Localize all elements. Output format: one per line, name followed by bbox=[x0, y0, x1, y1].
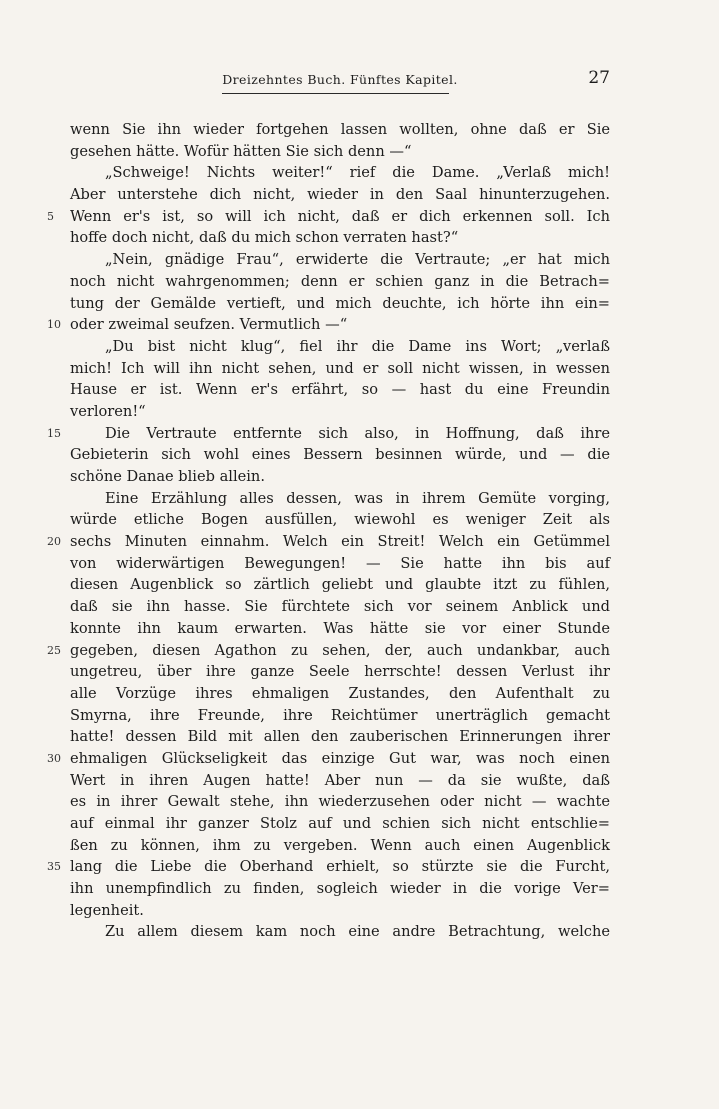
running-head: Dreizehntes Buch. Fünftes Kapitel. bbox=[222, 72, 458, 87]
text-line bbox=[47, 856, 610, 878]
text-line bbox=[70, 271, 610, 293]
line-number: 25 bbox=[47, 643, 61, 657]
text-line bbox=[47, 423, 610, 445]
text-line-content: Gebieterin sich wohl eines Bessern besinnen würde, und — die bbox=[70, 446, 610, 464]
text-line-content: konnte ihn kaum erwarten. Was hätte sie vor einer Stunde bbox=[70, 619, 610, 637]
text-line-content: hoffe doch nicht, daß du mich schon verraten hast?“ bbox=[70, 229, 459, 247]
text-line-content: Smyrna, ihre Freunde, ihre Reichtümer unerträglich gemacht bbox=[70, 706, 610, 724]
line-number: 30 bbox=[47, 751, 61, 765]
text-line-content: lang die Liebe die Oberhand erhielt, so stürzte sie die Furcht, bbox=[70, 858, 610, 876]
text-line bbox=[70, 835, 610, 857]
text-line bbox=[70, 791, 610, 813]
text-line bbox=[70, 900, 610, 922]
text-line-content: „Schweige! Nichts weiter!“ rief die Dame. „Verlaß mich! bbox=[105, 164, 610, 182]
text-line-content: schöne Danae blieb allein. bbox=[70, 468, 265, 485]
text-line bbox=[70, 705, 610, 727]
text-line bbox=[70, 726, 610, 748]
text-line bbox=[70, 227, 610, 249]
page-header bbox=[70, 68, 610, 100]
text-line-content: ehmaligen Glückseligkeit das einzige Gut war, was noch einen bbox=[70, 749, 610, 767]
text-line bbox=[70, 466, 610, 488]
text-line bbox=[70, 162, 610, 184]
text-line-content: Eine Erzählung alles dessen, was in ihrem Gemüte vorging, bbox=[105, 489, 610, 507]
text-line-content: „Nein, gnädige Frau“, erwiderte die Vertraute; „er hat mich bbox=[105, 251, 610, 269]
text-line bbox=[70, 379, 610, 401]
text-line-content: verloren!“ bbox=[70, 402, 146, 420]
text-line bbox=[70, 878, 610, 900]
text-line-content: gesehen hätte. Wofür hätten Sie sich denn —“ bbox=[70, 142, 412, 160]
text-line bbox=[70, 358, 610, 380]
text-line-content: Hause er ist. Wenn er's erfährt, so — hast du eine Freundin bbox=[70, 381, 610, 399]
text-line-content: von widerwärtigen Bewegungen! — Sie hatte ihn bis auf bbox=[70, 554, 610, 572]
line-number: 5 bbox=[47, 209, 54, 223]
text-line-content: würde etliche Bogen ausfüllen, wiewohl es weniger Zeit als bbox=[70, 511, 610, 529]
text-line bbox=[70, 444, 610, 466]
text-line-content: ßen zu können, ihm zu vergeben. Wenn auch einen Augenblick bbox=[70, 836, 610, 854]
text-line-content: wenn Sie ihn wieder fortgehen lassen wollten, ohne daß er Sie bbox=[70, 121, 610, 138]
text-line-content: oder zweimal seufzen. Vermutlich —“ bbox=[70, 316, 348, 334]
text-line-content: Wenn er's ist, so will ich nicht, daß er dich erkennen soll. Ich bbox=[70, 207, 610, 225]
text-line-content: alle Vorzüge ihres ehmaligen Zustandes, den Aufenthalt zu bbox=[70, 684, 610, 702]
text-line-content: Die Vertraute entfernte sich also, in Hoffnung, daß ihre bbox=[105, 424, 610, 442]
body-text bbox=[47, 119, 610, 943]
text-line bbox=[70, 813, 610, 835]
text-line bbox=[47, 206, 610, 228]
line-number: 35 bbox=[47, 860, 61, 874]
text-line-content: „Du bist nicht klug“, fiel ihr die Dame ins Wort; „verlaß bbox=[105, 337, 610, 355]
text-line-content: hatte! dessen Bild mit allen den zauberischen Erinnerungen ihrer bbox=[70, 728, 610, 746]
text-line bbox=[70, 553, 610, 575]
text-line bbox=[47, 748, 610, 770]
text-line bbox=[70, 683, 610, 705]
text-line-content: gegeben, diesen Agathon zu sehen, der, auch undankbar, auch bbox=[70, 641, 610, 659]
page-number: 27 bbox=[588, 68, 610, 88]
text-line-content: es in ihrer Gewalt stehe, ihn wiederzusehen oder nicht — wachte bbox=[70, 793, 610, 811]
text-line-content: diesen Augenblick so zärtlich geliebt und glaubte itzt zu fühlen, bbox=[70, 576, 610, 594]
text-line bbox=[47, 314, 610, 336]
text-line bbox=[70, 574, 610, 596]
text-line-content: Aber unterstehe dich nicht, wieder in den Saal hinunterzugehen. bbox=[70, 186, 610, 204]
text-line bbox=[70, 770, 610, 792]
text-line-content: ungetreu, über ihre ganze Seele herrschte! dessen Verlust ihr bbox=[70, 663, 610, 681]
text-line bbox=[47, 531, 610, 553]
text-line-content: auf einmal ihr ganzer Stolz auf und schien sich nicht entschlie= bbox=[70, 815, 610, 832]
text-line-content: mich! Ich will ihn nicht sehen, und er soll nicht wissen, in wessen bbox=[70, 359, 610, 377]
line-number: 10 bbox=[47, 318, 61, 332]
text-line bbox=[70, 293, 610, 315]
text-line bbox=[47, 640, 610, 662]
text-line bbox=[70, 141, 610, 163]
text-line bbox=[70, 119, 610, 141]
text-line-content: tung der Gemälde vertieft, und mich deuchte, ich hörte ihn ein= bbox=[70, 294, 610, 312]
line-number: 20 bbox=[47, 535, 61, 549]
text-line-content: ihn unempfindlich zu finden, sogleich wieder in die vorige Ver= bbox=[70, 880, 610, 898]
running-head-rule bbox=[222, 93, 449, 94]
text-line bbox=[70, 249, 610, 271]
text-line-content: legenheit. bbox=[70, 901, 144, 919]
text-line bbox=[70, 509, 610, 531]
text-line bbox=[70, 921, 610, 943]
text-line-content: Wert in ihren Augen hatte! Aber nun — da sie wußte, daß bbox=[70, 771, 610, 789]
text-line bbox=[70, 618, 610, 640]
text-line-content: sechs Minuten einnahm. Welch ein Streit! Welch ein Getümmel bbox=[70, 533, 610, 551]
text-line-content: noch nicht wahrgenommen; denn er schien ganz in die Betrach= bbox=[70, 272, 610, 290]
text-line-content: Zu allem diesem kam noch eine andre Betrachtung, welche bbox=[105, 923, 610, 941]
line-number: 15 bbox=[47, 426, 61, 440]
text-line bbox=[70, 488, 610, 510]
text-line bbox=[70, 661, 610, 683]
text-line bbox=[70, 184, 610, 206]
text-line-content: daß sie ihn hasse. Sie fürchtete sich vor seinem Anblick und bbox=[70, 598, 610, 616]
text-line bbox=[70, 596, 610, 618]
text-line bbox=[70, 401, 610, 423]
text-line bbox=[70, 336, 610, 358]
